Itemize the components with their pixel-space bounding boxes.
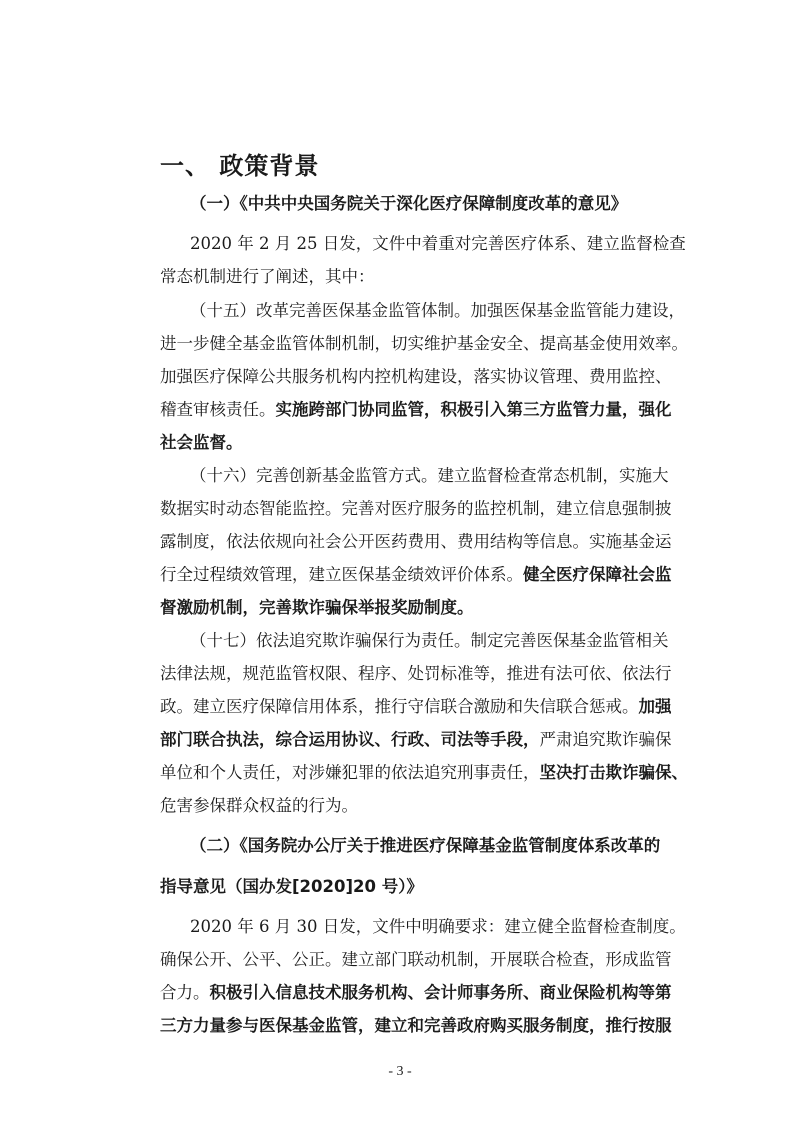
p16-line-4-bold: 健全医疗保障社会监 [523,565,672,584]
p17-line-3 [160,693,672,717]
doc2-line-3-normal: 合力。 [160,983,210,1002]
p15-line-4-bold: 实施跨部门协同监管，积极引入第三方监管力量，强化 [275,400,672,419]
p17-line-3-bold: 加强 [638,697,672,716]
p17-line-5-bold: 坚决打击欺诈骗保、 [539,763,688,782]
p16-line-5 [160,594,474,618]
doc2-line-1: 2020 年 6 月 30 日发，文件中明确要求：建立健全监督检查制度。 [190,917,686,936]
p17-line-5-normal: 单位和个人责任，对涉嫌犯罪的依法追究刑事责任， [160,763,540,782]
p17-line-5 [160,759,688,783]
p16-line-4 [160,561,672,585]
doc1-intro-line-2: 常态机制进行了阐述，其中： [160,267,375,286]
doc1-intro-line-1: 2020 年 2 月 25 日发，文件中着重对完善医疗体系、建立监督检查 [190,234,686,253]
doc2-line-2: 确保公开、公平、公正。建立部门联动机制，开展联合检查，形成监管 [160,950,672,969]
p15-line-5-bold: 社会监督。 [160,433,243,452]
p15-line-2: 进一步健全基金监管体制机制，切实维护基金安全、提高基金使用效率。 [160,334,688,353]
section-title: 一、 政策背景 [160,152,320,180]
doc2-line-3-bold: 积极引入信息技术服务机构、会计师事务所、商业保险机构等第 [209,983,672,1002]
doc2-line-3 [160,979,672,1003]
p17-line-4-bold: 部门联合执法，综合运用协议、行政、司法等手段， [160,730,540,749]
page-number: - 3 - [388,1064,412,1079]
p16-line-1: （十六）完善创新基金监管方式。建立监督检查常态机制，实施大 [190,466,669,485]
p15-line-3: 加强医疗保障公共服务机构内控机构建设，落实协议管理、费用监控、 [160,367,672,386]
p16-line-2: 数据实时动态智能监控。完善对医疗服务的监控机制，建立信息强制披 [160,499,672,518]
doc2-heading-line-1: （二）《国务院办公厅关于推进医疗保障基金监管制度体系改革的 [190,836,661,855]
p17-line-3-normal: 政。建立医疗保障信用体系，推行守信联合激励和失信联合惩戒。 [160,697,639,716]
p17-line-4 [160,726,672,750]
p16-line-5-bold: 督激励机制，完善欺诈骗保举报奖励制度。 [160,598,474,617]
p17-line-4-normal: 严肃追究欺诈骗保 [539,730,672,749]
doc1-heading: （一）《中共中央国务院关于深化医疗保障制度改革的意见》 [190,194,628,213]
p15-line-4 [160,396,672,420]
p15-line-1: （十五）改革完善医保基金监管体制。加强医保基金监管能力建设， [190,301,685,320]
doc2-line-4 [160,1012,672,1036]
p17-line-1: （十七）依法追究欺诈骗保行为责任。制定完善医保基金监管相关 [190,631,669,650]
p16-line-3: 露制度，依法依规向社会公开医药费用、费用结构等信息。实施基金运 [160,532,672,551]
p16-line-4-normal: 行全过程绩效管理，建立医保基金绩效评价体系。 [160,565,523,584]
p17-line-6: 危害参保群众权益的行为。 [160,796,358,815]
p17-line-2: 法律法规，规范监管权限、程序、处罚标准等，推进有法可依、依法行 [160,664,672,683]
p15-line-5 [160,429,243,453]
doc2-heading-line-2: 指导意见（国办发[2020]20 号）》 [160,877,423,896]
doc2-line-4-bold: 三方力量参与医保基金监管，建立和完善政府购买服务制度，推行按服 [160,1016,672,1035]
p15-line-4-normal: 稽查审核责任。 [160,400,276,419]
